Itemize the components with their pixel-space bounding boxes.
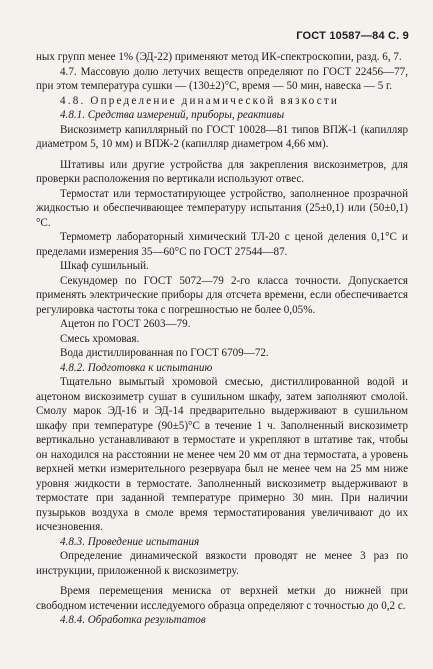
paragraph-p15: Тщательно вымытый хромовой смесью, дистиллированной водой и ацетоном вискозиметр сушат в сушильном шкафу, затем заполняют смолой. Смолу марок ЭД-16 и ЭД-14 предварительно выдерживают в сушильном шкафу при температуре (90±5)°С в течение 1 ч. Заполненный вискозиметр вертикально устанавливают в термостате и укрепляют в штативе так, чтобы он находился на расстоянии не менее чем 20 мм от дна термостата, а уровень верхней метки измерительного резервуара был не менее чем на 25 мм ниже уровня жидкости в термостате. Заполненный вискозиметр выдерживают в термостате при заданной температуре примерно 30 мин. При наличии пузырьков воздуха в смоле время термостатирования увеличивают до их исчезновения. <box>36 376 408 533</box>
page-body <box>36 50 408 628</box>
paragraph-p03: 4.8. Определение динамической вязкости <box>60 94 340 107</box>
paragraph-p07: Термостат или термостатирующее устройство, заполненное прозрачной жидкостью и обеспечивающее температуру испытания (25±0,1) или (50±0,1)°С. <box>36 187 408 229</box>
paragraph-p16: 4.8.3. Проведение испытания <box>60 535 200 548</box>
paragraph-p17: Определение динамической вязкости проводят не менее 3 раз по инструкции, приложенной к вискозиметру. <box>36 550 408 577</box>
paragraph-p09: Шкаф сушильный. <box>60 260 149 272</box>
paragraph-p14: 4.8.2. Подготовка к испытанию <box>60 361 213 374</box>
paragraph-p06: Штативы или другие устройства для закрепления вискозиметров, для проверки расположения по вертикали используют отвес. <box>36 158 408 185</box>
paragraph-p04: 4.8.1. Средства измерений, приборы, реактивы <box>60 109 285 121</box>
paragraph-p08: Термометр лабораторный химический ТЛ-20 с ценой деления 0,1°С и пределами измерения 35—60°С по ГОСТ 27544—87. <box>36 231 408 258</box>
paragraph-p05: Вискозиметр капиллярный по ГОСТ 10028—81 типов ВПЖ-1 (капилляр диаметром 5, 10 мм) и ВПЖ-2 (капилляр диаметром 4,66 мм). <box>36 123 408 150</box>
paragraph-p12: Смесь хромовая. <box>60 332 140 345</box>
paragraph-p13: Вода дистиллированная по ГОСТ 6709—72. <box>60 347 269 359</box>
paragraph-p10: Секундомер по ГОСТ 5072—79 2-го класса точности. Допускается применять электрические приборы для отсчета времени, если обеспечивается регулировка частоты тока с погрешностью не более 0,05%. <box>36 274 408 316</box>
paragraph-p11: Ацетон по ГОСТ 2603—79. <box>60 318 191 330</box>
paragraph-p02: 4.7. Массовую долю летучих веществ определяют по ГОСТ 22456—77, при этом температура сушки — (130±2)°С, время — 50 мин, навеска — 5 г. <box>36 65 408 92</box>
paragraph-p01: ных групп менее 1% (ЭД-22) применяют метод ИК-спектроскопии, разд. 6, 7. <box>36 51 402 63</box>
paragraph-p19: 4.8.4. Обработка результатов <box>60 614 206 626</box>
paragraph-p18: Время перемещения мениска от верхней метки до нижней при свободном истечении исследуемого образца определяют с точностью до 0,2 с. <box>36 585 408 612</box>
page-header: ГОСТ 10587—84 С. 9 <box>296 30 409 42</box>
